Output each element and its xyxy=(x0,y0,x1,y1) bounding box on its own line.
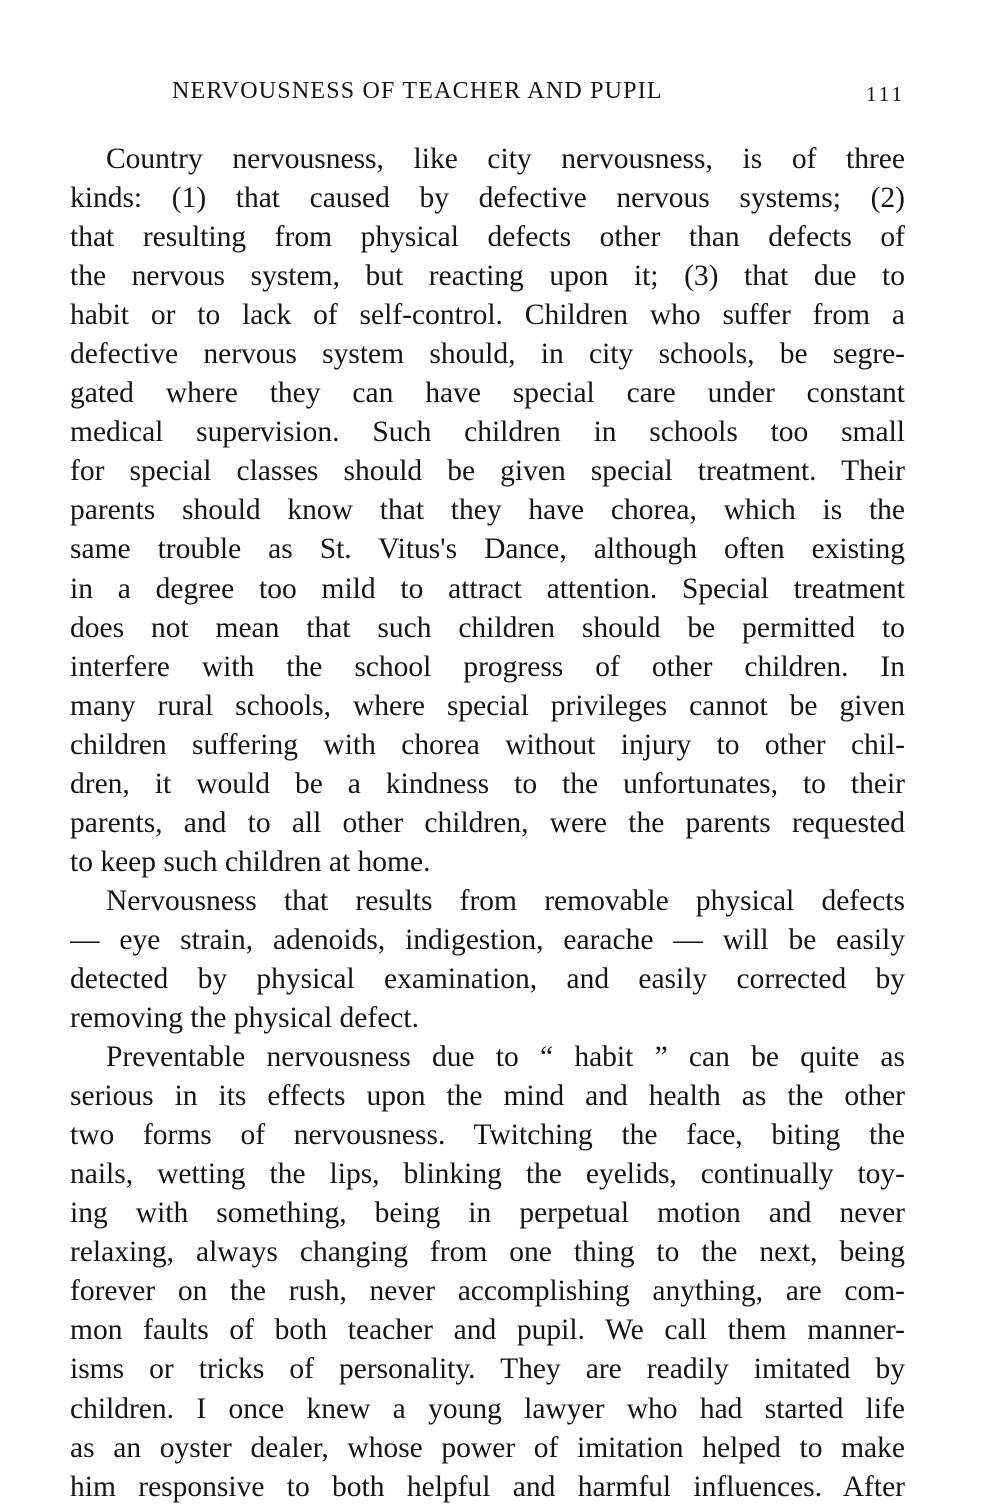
text-line: Preventable nervousness due to “ habit ” can be quite as xyxy=(106,1041,905,1074)
page-number: 111 xyxy=(866,82,905,106)
paragraph xyxy=(70,140,905,882)
text-line: removing the physical defect. xyxy=(70,1002,419,1035)
text-line: — eye strain, adenoids, indigestion, earache — will be easily xyxy=(70,923,905,956)
paragraph xyxy=(70,882,905,1038)
text-line: dren, it would be a kindness to the unfortunates, to their xyxy=(70,767,905,800)
text-line: in a degree too mild to attract attention. Special treatment xyxy=(70,572,905,605)
body-text xyxy=(70,140,905,1507)
text-line: that resulting from physical defects other than defects of xyxy=(70,221,905,254)
text-line: mon faults of both teacher and pupil. We call them manner- xyxy=(70,1314,905,1347)
text-line: detected by physical examination, and easily corrected by xyxy=(70,962,905,995)
text-line: nails, wetting the lips, blinking the eyelids, continually toy- xyxy=(70,1158,905,1191)
text-line: interfere with the school progress of other children. In xyxy=(70,650,905,683)
text-line: him responsive to both helpful and harmful influences. After xyxy=(70,1470,905,1503)
text-line: children. I once knew a young lawyer who had started life xyxy=(70,1392,905,1425)
text-line: ing with something, being in perpetual motion and never xyxy=(70,1197,905,1230)
text-line: kinds: (1) that caused by defective nervous systems; (2) xyxy=(70,182,905,215)
text-line: Country nervousness, like city nervousness, is of three xyxy=(106,143,905,175)
text-line: to keep such children at home. xyxy=(70,845,431,878)
text-line: Nervousness that results from removable physical defects xyxy=(106,884,905,917)
page-header xyxy=(70,78,905,114)
text-line: relaxing, always changing from one thing to the next, being xyxy=(70,1236,905,1269)
text-line: same trouble as St. Vitus's Dance, although often existing xyxy=(70,533,905,566)
text-line: parents, and to all other children, were the parents requested xyxy=(70,806,905,839)
text-line: defective nervous system should, in city schools, be segre- xyxy=(70,338,905,371)
running-title: NERVOUSNESS OF TEACHER AND PUPIL xyxy=(172,78,663,104)
text-line: parents should know that they have chorea, which is the xyxy=(70,494,905,527)
text-line: medical supervision. Such children in schools too small xyxy=(70,416,905,449)
text-line: for special classes should be given special treatment. Their xyxy=(70,455,905,488)
text-line: forever on the rush, never accomplishing anything, are com- xyxy=(70,1275,905,1308)
text-line: isms or tricks of personality. They are readily imitated by xyxy=(70,1353,905,1386)
text-line: as an oyster dealer, whose power of imitation helped to make xyxy=(70,1431,905,1464)
text-line: children suffering with chorea without injury to other chil- xyxy=(70,728,905,761)
text-line: many rural schools, where special privileges cannot be given xyxy=(70,689,905,722)
text-line: two forms of nervousness. Twitching the face, biting the xyxy=(70,1119,905,1152)
text-line: does not mean that such children should be permitted to xyxy=(70,611,905,644)
text-line: gated where they can have special care under constant xyxy=(70,377,905,410)
text-line: the nervous system, but reacting upon it; (3) that due to xyxy=(70,260,905,293)
text-line: habit or to lack of self-control. Children who suffer from a xyxy=(70,299,905,332)
text-line: serious in its effects upon the mind and health as the other xyxy=(70,1080,905,1113)
paragraph xyxy=(70,1038,905,1507)
